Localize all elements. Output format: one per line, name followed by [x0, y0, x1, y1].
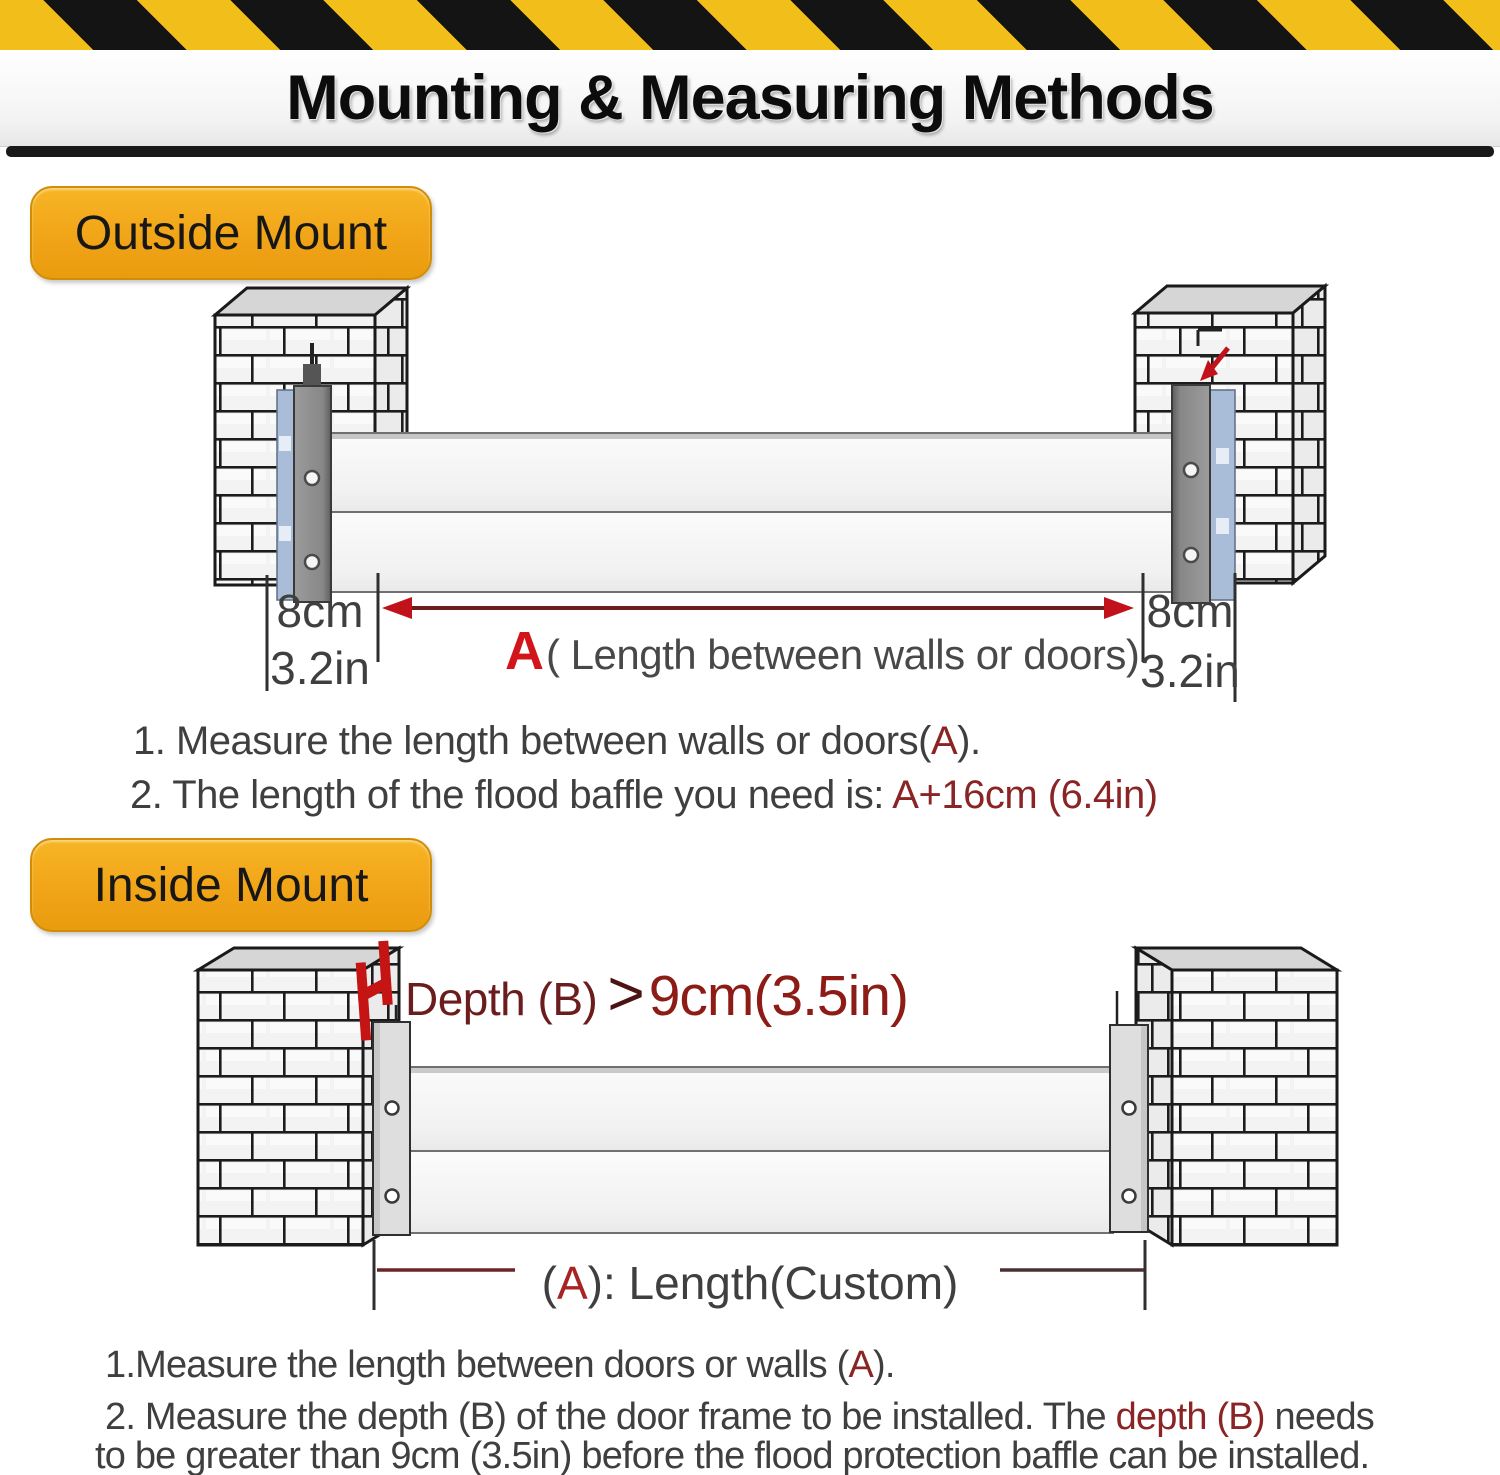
step-text: 2. The length of the flood baffle you need is:	[130, 773, 893, 817]
right-offset-cm-label: 8cm	[1146, 585, 1234, 637]
caution-tape-stripe	[0, 0, 1500, 50]
depth-label-text: Depth (B)	[405, 973, 598, 1025]
length-label-post: ): Length(Custom)	[587, 1257, 959, 1309]
brick-pillar-right	[1136, 948, 1337, 1245]
left-offset-cm-label: 8cm	[276, 585, 364, 637]
step-text: ).	[957, 719, 981, 763]
step-text: ).	[872, 1344, 895, 1386]
step-text: needs	[1264, 1396, 1374, 1438]
mounting-bracket-right	[1110, 991, 1148, 1232]
span-measure-arrow	[382, 597, 1134, 619]
length-label-a: A	[556, 1257, 588, 1309]
inside-mount-badge-label: Inside Mount	[93, 858, 369, 912]
mounting-bracket-left	[277, 364, 331, 602]
step-text: 2. Measure the depth (B) of the door frame to be installed. The	[105, 1396, 1116, 1438]
title-band	[0, 50, 1500, 147]
mounting-bracket-right	[1172, 385, 1235, 603]
custom-length-label	[520, 1256, 980, 1310]
outside-mount-step-2	[130, 774, 1158, 816]
span-length-label-a: A	[505, 621, 544, 681]
inside-mount-step-2-line-2	[95, 1437, 1369, 1475]
mounting-bracket-left	[373, 1022, 410, 1235]
outside-mount-badge	[30, 186, 432, 280]
flood-barrier-panels	[330, 433, 1172, 592]
greater-than-sign: >	[607, 957, 645, 1029]
right-offset-in-label: 3.2in	[1140, 645, 1240, 697]
depth-value-text: 9cm(3.5in)	[648, 964, 908, 1028]
outside-mount-step-1	[133, 720, 981, 762]
header-divider-bar	[6, 146, 1494, 157]
inside-mount-step-1	[105, 1346, 895, 1386]
step-text: 1. Measure the length between walls or doors(	[133, 719, 931, 763]
length-label-pre: (	[541, 1257, 557, 1309]
step-em: A	[930, 719, 958, 763]
span-length-label-text: ( Length between walls or doors)	[546, 631, 1140, 678]
outside-mount-badge-label: Outside Mount	[74, 206, 388, 260]
page-title: Mounting & Measuring Methods	[286, 63, 1214, 133]
span-length-label	[505, 620, 1139, 682]
depth-requirement-label	[405, 956, 908, 1030]
flood-barrier-panels	[410, 1067, 1113, 1233]
step-text: to be greater than 9cm (3.5in) before the flood protection baffle can be installed.	[95, 1435, 1370, 1475]
left-offset-in-label: 3.2in	[270, 642, 370, 694]
inside-mount-badge	[30, 838, 432, 932]
step-em: A	[848, 1344, 873, 1386]
step-text: 1.Measure the length between doors or walls (	[105, 1344, 849, 1386]
inside-mount-step-2-line-1	[105, 1398, 1374, 1438]
step-em: depth (B)	[1115, 1396, 1265, 1438]
step-em: A+16cm (6.4in)	[892, 773, 1158, 817]
